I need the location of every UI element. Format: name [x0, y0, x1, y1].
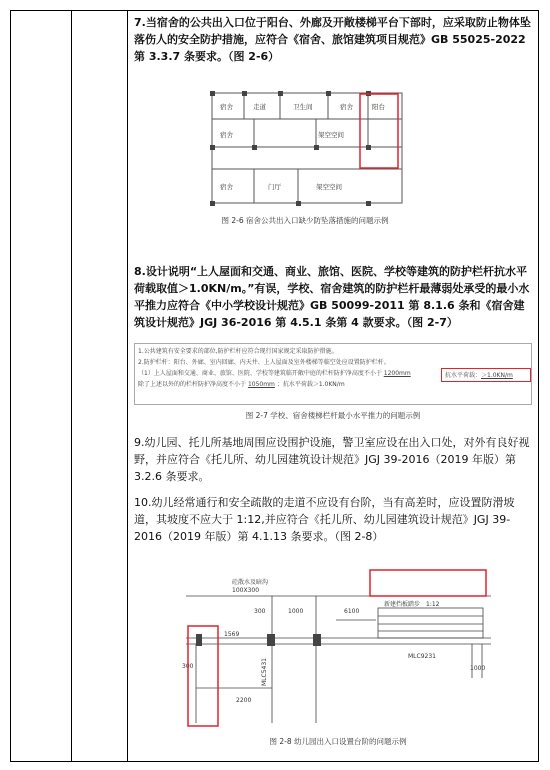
figure-2-6-caption: 图 2-6 宿舍公共出入口缺少防坠落措施的问题示例 — [221, 216, 389, 225]
dim-label: 1000 — [470, 665, 486, 672]
dim-label: 新建挡板踏步 — [384, 601, 421, 608]
room-label: 阳台 — [372, 103, 385, 111]
room-label: 门厅 — [268, 183, 281, 191]
load-label: 抗水平荷载： — [445, 372, 482, 379]
room-label: 走道 — [253, 103, 266, 111]
dim-label: 1569 — [224, 631, 240, 638]
dim-label: 300 — [182, 663, 194, 670]
spec-line: 2.防护栏杆：阳台、外廊、室内回廊、内天井、上人屋面及室外楼梯等临空处应设置防护栏杆。 — [138, 359, 390, 366]
figure-2-8-plan — [176, 568, 501, 758]
dim-label: 砼散水及暗沟 — [232, 579, 269, 586]
dim-label: 300 — [254, 608, 266, 615]
room-label: 宿舍 — [220, 183, 233, 191]
spec-line: 除了上述以外的的栏杆防护净高度不小于 — [138, 381, 247, 388]
room-label: 架空空间 — [316, 183, 342, 191]
room-label: 宿舍 — [220, 103, 233, 111]
dim-label: MLC9231 — [408, 653, 436, 660]
dim-label: 6100 — [344, 608, 360, 615]
height-value: 1050mm — [247, 381, 275, 388]
dim-label: 100X300 — [232, 587, 260, 594]
room-label: 架空空间 — [318, 131, 344, 139]
item-9-text: 9.幼儿园、托儿所基地周围应设围护设施，警卫室应设在出入口处，对外有良好视野，并应符合《托儿所、幼儿园建筑设计规范》JGJ 39-2016（2019 年版）第 3.2.6 条要求。 — [134, 436, 530, 483]
load-value: ＞1.0KN/m — [481, 372, 513, 379]
item-8-text: 8.设计说明“上人屋面和交通、商业、旅馆、医院、学校等建筑的防护栏杆抗水平荷载取值＞1.0KN/m。”有误，学校、宿舍建筑的防护栏杆最薄弱处承受的最小水平推力应符合《中小学校设计规范》GB 50099-2011 第 8.1.6 条和《宿舍建筑设计规范》JGJ 36-2016 第 4.5.1 条第 4 款要求。（图 2-7） — [134, 265, 530, 329]
figure-2-7-caption: 图 2-7 学校、宿舍楼梯栏杆最小水平推力的问题示例 — [245, 411, 421, 420]
item-7-text: 7.当宿舍的公共出入口位于阳台、外廊及开敞楼梯平台下部时，应采取防止物体坠落伤人的安全防护措施，应符合《宿舍、旅馆建筑项目规范》GB 55025-2022 第 3.3.7 条要求。（图 2-6） — [134, 16, 531, 63]
figure-2-6-floorplan — [198, 85, 413, 227]
figure-2-7-spec — [134, 343, 532, 423]
dim-label: 2200 — [236, 697, 252, 704]
room-label: 卫生间 — [293, 103, 313, 111]
column-divider — [71, 11, 72, 761]
dim-label: MLC5431 — [261, 658, 268, 686]
room-label: 宿舍 — [220, 131, 233, 139]
figure-2-8-caption: 图 2-8 幼儿园出入口设置台阶的问题示例 — [269, 737, 407, 746]
room-label: 宿舍 — [340, 103, 353, 111]
spec-line: 1.公共建筑有安全要求的部位,防护栏杆应符合现行国家规定采取防护措施。 — [138, 348, 338, 355]
dim-label: 1:12 — [426, 601, 440, 608]
item-10-text: 10.幼儿经常通行和安全疏散的走道不应设有台阶，当有高差时，应设置防滑坡道，其坡度不应大于 1:12,并应符合《托儿所、幼儿园建筑设计规范》JGJ 39-2016（2019 年版）第 4.1.13 条要求。（图 2-8） — [134, 496, 515, 543]
spec-line: （1）上人屋面和交通、商业、旅馆、医院、学校等建筑临开敞中庭的栏杆防护净高度不小于 — [138, 370, 382, 377]
column-divider — [127, 11, 128, 761]
load-text: ；抗水平荷载＞1.0KN/m — [276, 381, 345, 388]
highlight-box — [441, 368, 531, 382]
height-value: 1200mm — [383, 370, 411, 377]
dim-label: 1000 — [288, 608, 304, 615]
